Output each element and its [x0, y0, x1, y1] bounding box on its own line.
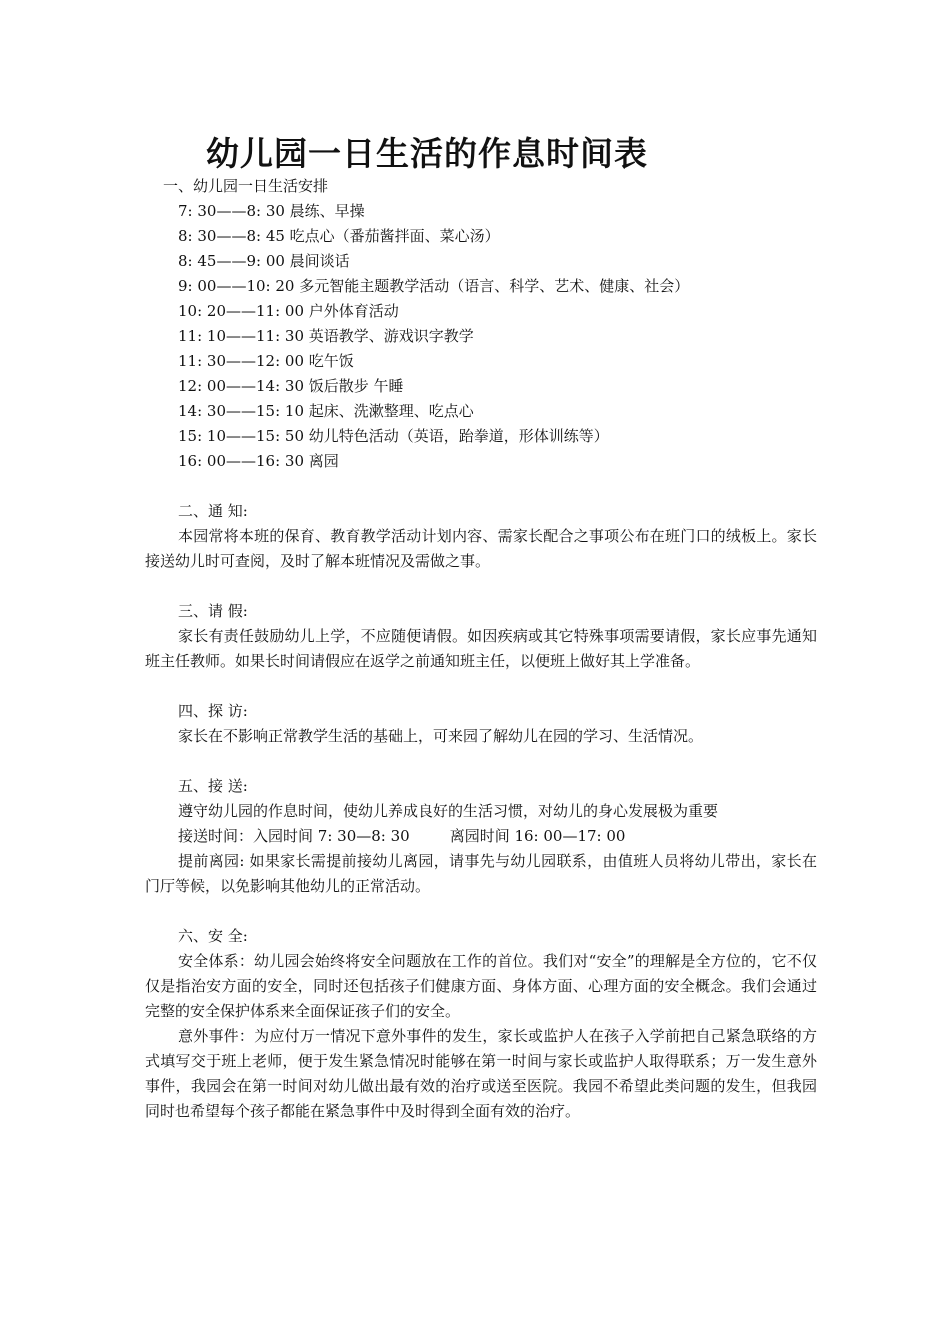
section-heading-schedule: 一、幼儿园一日生活安排	[163, 177, 329, 195]
schedule-item: 16: 00——16: 30 离园	[178, 452, 339, 470]
schedule-item: 15: 10——15: 50 幼儿特色活动（英语，跆拳道，形体训练等）	[178, 427, 609, 445]
pickup-label: 接送时间：	[178, 827, 254, 845]
document-title: 幼儿园一日生活的作息时间表	[206, 134, 648, 173]
section-heading-notice: 二、通 知:	[178, 502, 248, 520]
section-heading-pickup: 五、接 送:	[178, 777, 248, 795]
accident-paragraph: 意外事件：为应付万一情况下意外事件的发生，家长或监护人在孩子入学前把自己紧急联络的方式填写交于班上老师，便于发生紧急情况时能够在第一时间与家长或监护人取得联系；万一发生意外事件，我园会在第一时间对幼儿做出最有效的治疗或送至医院。我园不希望此类问题的发生，但我园同时也希望每个孩子都能在紧急事件中及时得到全面有效的治疗。	[145, 1027, 817, 1120]
safety-system-paragraph: 安全体系：幼儿园会始终将安全问题放在工作的首位。我们对“安全”的理解是全方位的，它不仅仅是指治安方面的安全，同时还包括孩子们健康方面、身体方面、心理方面的安全概念。我们会通过完整的安全保护体系来全面保证孩子们的安全。	[145, 952, 817, 1020]
spacer	[145, 674, 817, 699]
schedule-item: 7: 30——8: 30 晨练、早操	[178, 202, 365, 220]
leave-paragraph: 家长有责任鼓励幼儿上学，不应随便请假。如因疾病或其它特殊事项需要请假，家长应事先通知班主任教师。如果长时间请假应在返学之前通知班主任，以便班上做好其上学准备。	[145, 627, 817, 670]
schedule-item: 8: 45——9: 00 晨间谈话	[178, 252, 350, 270]
section-heading-leave: 三、请 假:	[178, 602, 248, 620]
schedule-item: 11: 30——12: 00 吃午饭	[178, 352, 354, 370]
early-leave-paragraph: 提前离园: 如果家长需提前接幼儿离园，请事先与幼儿园联系，由值班人员将幼儿带出，家长在门厅等候，以免影响其他幼儿的正常活动。	[145, 852, 817, 895]
spacer	[145, 474, 817, 499]
section-heading-visit: 四、探 访:	[178, 702, 248, 720]
schedule-item: 11: 10——11: 30 英语教学、游戏识字教学	[178, 327, 474, 345]
pickup-out-time: 离园时间 16: 00—17: 00	[449, 827, 626, 845]
notice-paragraph: 本园常将本班的保育、教育教学活动计划内容、需家长配合之事项公布在班门口的绒板上。家长接送幼儿时可查阅，及时了解本班情况及需做之事。	[145, 527, 817, 570]
document-body	[145, 174, 817, 1124]
section-heading-safety: 六、安 全:	[178, 927, 248, 945]
spacer	[145, 899, 817, 924]
schedule-item: 9: 00——10: 20 多元智能主题教学活动（语言、科学、艺术、健康、社会）	[178, 277, 690, 295]
pickup-paragraph: 遵守幼儿园的作息时间，使幼儿养成良好的生活习惯，对幼儿的身心发展极为重要	[178, 802, 719, 820]
spacer	[145, 749, 817, 774]
schedule-item: 14: 30——15: 10 起床、洗漱整理、吃点心	[178, 402, 474, 420]
spacer	[145, 574, 817, 599]
pickup-in-time: 入园时间 7: 30—8: 30	[253, 827, 410, 845]
schedule-item: 12: 00——14: 30 饭后散步 午睡	[178, 377, 404, 395]
schedule-item: 8: 30——8: 45 吃点心（番茄酱拌面、菜心汤）	[178, 227, 500, 245]
pickup-times	[145, 824, 817, 849]
schedule-item: 10: 20——11: 00 户外体育活动	[178, 302, 399, 320]
visit-paragraph: 家长在不影响正常教学生活的基础上，可来园了解幼儿在园的学习、生活情况。	[178, 727, 704, 745]
